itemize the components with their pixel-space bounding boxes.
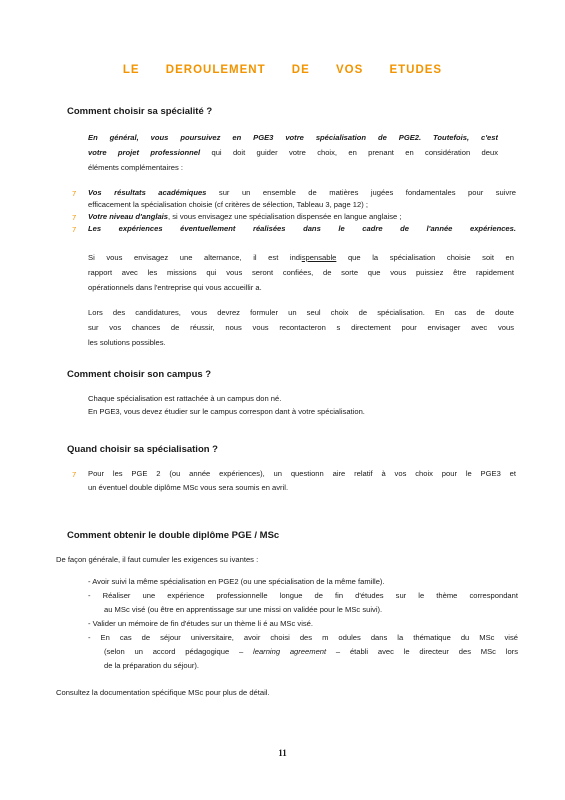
requirement-thesis: - Valider un mémoire de fin d'études sur un thème li é au MSc visé. bbox=[88, 619, 314, 628]
double-degree-intro: De façon générale, il faut cumuler les exigences su ivantes : bbox=[56, 555, 259, 564]
bullet-marker: 7 bbox=[72, 225, 77, 234]
alternance-line-3: opérationnels dans l'entreprise qui vous accueillir a. bbox=[88, 283, 262, 292]
alternance-line-1 bbox=[88, 250, 514, 265]
criteria-results-label: Vos résultats académiques bbox=[88, 188, 207, 197]
requirements-list bbox=[88, 575, 518, 673]
closing-note: Consultez la documentation spécifique MSc pour plus de détail. bbox=[56, 688, 270, 697]
candidature-line-2: sur vos chances de réussir, nous vous recontacteron s directement pour envisager avec vous bbox=[88, 323, 514, 332]
candidature-line-1: Lors des candidatures, vous devrez formuler un seul choix de spécialisation. En cas de doute bbox=[88, 308, 514, 317]
intro-line-1: En général, vous poursuivez en PGE3 votre spécialisation de PGE2. Toutefois, c'est bbox=[88, 133, 498, 142]
alternance-line-1-end: que la spécialisation choisie soit en bbox=[336, 253, 514, 262]
alternance-line-1-start: Si vous envisagez une alternance, il est indi bbox=[88, 253, 302, 262]
criteria-english-label: Votre niveau d'anglais bbox=[88, 212, 169, 221]
intro-emphasis: votre projet professionnel bbox=[88, 148, 201, 157]
section-heading-speciality: Comment choisir sa spécialité ? bbox=[67, 106, 213, 117]
alternance-underlined: spensable bbox=[301, 253, 337, 262]
bullet-marker: 7 bbox=[72, 189, 77, 198]
agreement-text-start: (selon un accord pédagogique bbox=[104, 647, 230, 656]
bullet-marker: 7 bbox=[72, 470, 77, 479]
intro-line-2 bbox=[88, 145, 498, 160]
section-heading-double-degree: Comment obtenir le double diplôme PGE / MSc bbox=[67, 530, 280, 541]
criteria-item-experiences: Les expériences éventuellement réalisées dans le cadre de l'année expériences. bbox=[88, 224, 516, 233]
section-heading-when: Quand choisir sa spécialisation ? bbox=[67, 444, 218, 455]
criteria-results-line-2: efficacement la spécialisation choisie (cf critères de sélection, Tableau 3, page 12) ; bbox=[88, 200, 369, 209]
criteria-item-results bbox=[88, 187, 516, 199]
candidature-paragraph bbox=[88, 305, 514, 350]
requirement-experience-line-2: au MSc visé (ou être en apprentissage sur une missi on validée pour le MSc suivi). bbox=[104, 605, 383, 614]
intro-line-3: éléments complémentaires : bbox=[88, 163, 183, 172]
criteria-english-text: , si vous envisagez une spécialisation dispensée en langue anglaise ; bbox=[168, 212, 402, 221]
candidature-line-3: les solutions possibles. bbox=[88, 338, 166, 347]
intro-line-2-rest: qui doit guider votre choix, en prenant en considération deux bbox=[200, 148, 498, 157]
alternance-line-2: rapport avec les missions qui vous seront confiées, de sorte que vous puissiez être rapidement bbox=[88, 268, 514, 277]
section-heading-campus: Comment choisir son campus ? bbox=[67, 369, 212, 380]
intro-paragraph bbox=[88, 130, 498, 175]
criteria-list bbox=[88, 187, 516, 235]
page-title: LE DEROULEMENT DE VOS ETUDES bbox=[122, 64, 443, 76]
when-paragraph bbox=[88, 467, 516, 495]
page-number: 11 bbox=[278, 748, 287, 758]
requirement-specialisation: - Avoir suivi la même spécialisation en PGE2 (ou une spécialisation de la même famille). bbox=[88, 577, 385, 586]
agreement-text-end: établi avec le directeur des MSc lors bbox=[340, 647, 518, 656]
when-line-2: un éventuel double diplôme MSc vous sera soumis en avril. bbox=[88, 483, 289, 492]
requirement-experience: - Réaliser une expérience professionnelle longue de fin d'études sur le thème correspondant bbox=[88, 591, 518, 600]
alternance-paragraph bbox=[88, 250, 514, 295]
campus-line-1: Chaque spécialisation est rattachée à un campus don né. bbox=[88, 394, 282, 403]
requirement-university-stay-line-2 bbox=[88, 645, 518, 659]
bullet-marker: 7 bbox=[72, 213, 77, 222]
criteria-item-english bbox=[88, 211, 516, 223]
requirement-university-stay: - En cas de séjour universitaire, avoir choisi des m odules dans la thématique du MSc visé bbox=[88, 633, 518, 642]
criteria-results-text: sur un ensemble de matières jugées fondamentales pour suivre bbox=[206, 188, 516, 197]
requirement-university-stay-line-3: de la préparation du séjour). bbox=[104, 661, 199, 670]
campus-paragraph bbox=[88, 392, 448, 418]
when-line-1: Pour les PGE 2 (ou année expériences), un questionn aire relatif à vos choix pour le PGE3 et bbox=[88, 469, 516, 478]
learning-agreement: – learning agreement – bbox=[239, 647, 341, 656]
campus-line-2: En PGE3, vous devez étudier sur le campus correspon dant à votre spécialisation. bbox=[88, 407, 365, 416]
